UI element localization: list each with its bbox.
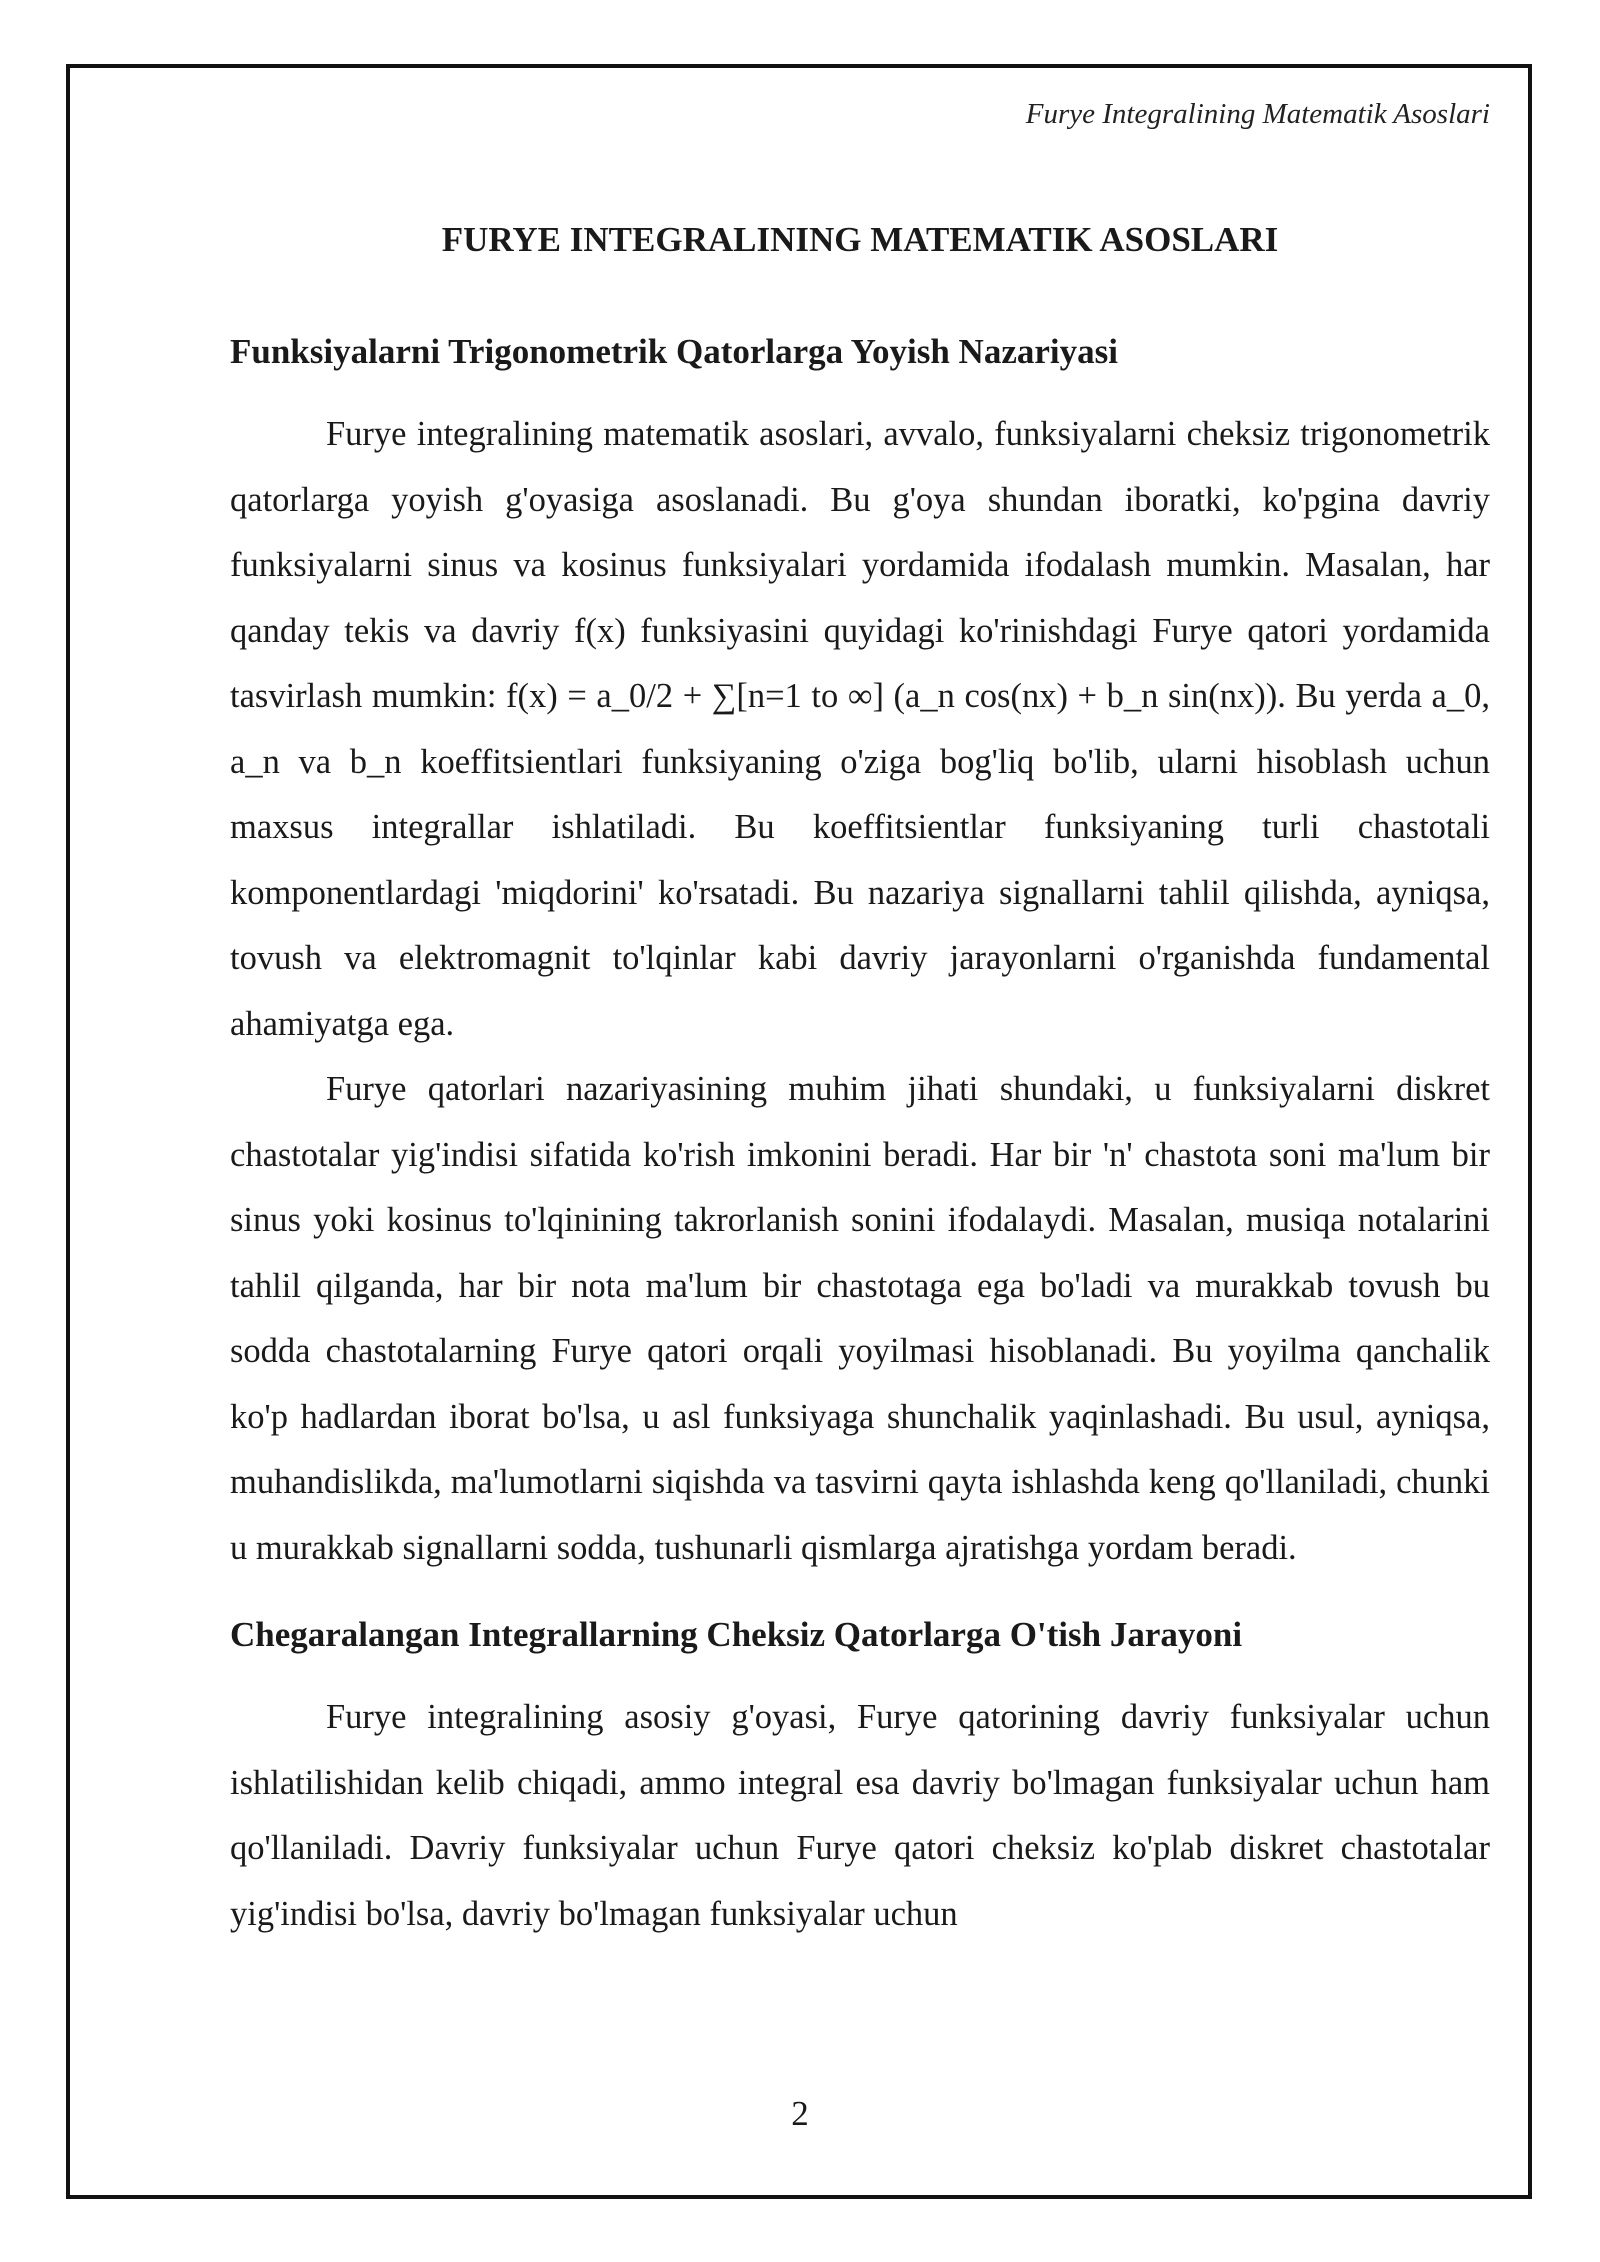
section-heading-1: Funksiyalarni Trigonometrik Qatorlarga Yoyish Nazariyasi: [230, 332, 1118, 371]
running-header: Furye Integralining Matematik Asoslari: [1025, 98, 1490, 130]
paragraph: Furye integralining asosiy g'oyasi, Furye qatorining davriy funksiyalar uchun ishlatilishidan kelib chiqadi, ammo integral esa davriy bo'lmagan funksiyalar uchun ham qo'llaniladi. Davriy funksiyalar uchun Furye qatori cheksiz ko'plab diskret chastotalar yig'indisi bo'lsa, davriy bo'lmagan funksiyalar uchun: [230, 1698, 1490, 1933]
paragraph: Furye qatorlari nazariyasining muhim jihati shundaki, u funksiyalarni diskret chastotalar yig'indisi sifatida ko'rish imkonini beradi. Har bir 'n' chastota soni ma'lum bir sinus yoki kosinus to'lqinining takrorlanish sonini ifodalaydi. Masalan, musiqa notalarini tahlil qilganda, har bir nota ma'lum bir chastotaga ega bo'ladi va murakkab tovush bu sodda chastotalarning Furye qatori orqali yoyilmasi hisoblanadi. Bu yoyilma qanchalik ko'p hadlardan iborat bo'lsa, u asl funksiyaga shunchalik yaqinlashadi. Bu usul, ayniqsa, muhandislikda, ma'lumotlarni siqishda va tasvirni qayta ishlashda keng qo'llaniladi, chunki u murakkab signallarni sodda, tushunarli qismlarga ajratishga yordam beradi.: [230, 1070, 1490, 1567]
document-body: [230, 210, 1490, 1947]
page-number: 2: [791, 2094, 809, 2133]
section-heading-2: Chegaralangan Integrallarning Cheksiz Qatorlarga O'tish Jarayoni: [230, 1615, 1243, 1654]
paragraph: Furye integralining matematik asoslari, avvalo, funksiyalarni cheksiz trigonometrik qatorlarga yoyish g'oyasiga asoslanadi. Bu g'oya shundan iboratki, ko'pgina davriy funksiyalarni sinus va kosinus funksiyalari yordamida ifodalash mumkin. Masalan, har qanday tekis va davriy f(x) funksiyasini quyidagi ko'rinishdagi Furye qatori yordamida tasvirlash mumkin: f(x) = a_0/2 + ∑[n=1 to ∞] (a_n cos(nx) + b_n sin(nx)). Bu yerda a_0, a_n va b_n koeffitsientlari funksiyaning o'ziga bog'liq bo'lib, ularni hisoblash uchun maxsus integrallar ishlatiladi. Bu koeffitsientlar funksiyaning turli chastotali komponentlardagi 'miqdorini' ko'rsatadi. Bu nazariya signallarni tahlil qilishda, ayniqsa, tovush va elektromagnit to'lqinlar kabi davriy jarayonlarni o'rganishda fundamental ahamiyatga ega.: [230, 415, 1490, 1043]
document-title: FURYE INTEGRALINING MATEMATIK ASOSLARI: [441, 220, 1279, 259]
